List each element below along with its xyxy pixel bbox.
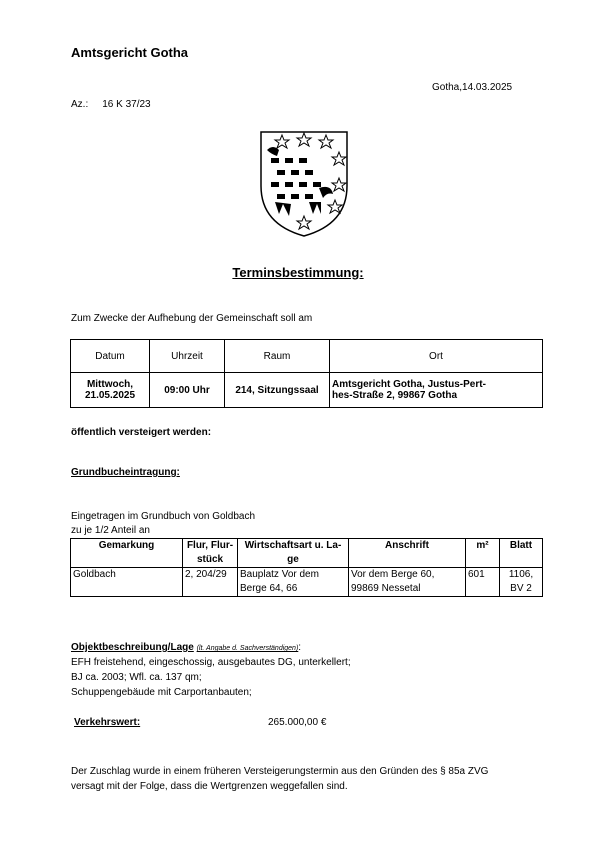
- market-value-label: Verkehrswert:: [74, 717, 141, 728]
- object-label: Objektbeschreibung/Lage: [71, 642, 194, 653]
- court-name: Amtsgericht Gotha: [71, 45, 189, 60]
- market-value-amount: 265.000,00 €: [268, 717, 327, 728]
- object-line: EFH freistehend, eingeschossig, ausgebautes DG, unterkellert;: [71, 657, 351, 668]
- place-line: hes-Straße 2, 99867 Gotha: [332, 390, 458, 401]
- cell-date: [71, 373, 150, 408]
- table-row: [71, 373, 543, 408]
- object-line: BJ ca. 2003; Wfl. ca. 137 qm;: [71, 672, 202, 683]
- closing-line: Der Zuschlag wurde in einem früheren Versteigerungstermin aus den Gründen des § 85a ZVG: [71, 766, 489, 777]
- header-date: Datum: [71, 340, 150, 373]
- cell-room: 214, Sitzungssaal: [225, 373, 330, 408]
- object-heading: [71, 642, 301, 653]
- wirtschaft-line: Berge 64, 66: [240, 583, 298, 594]
- land-register-heading: Grundbucheintragung:: [71, 467, 180, 478]
- az-number: 16 K 37/23: [102, 99, 151, 110]
- cell-m2: 601: [466, 568, 500, 597]
- object-source: (lt. Angabe d. Sachverständigen): [196, 645, 299, 652]
- cell-gemarkung: Goldbach: [71, 568, 183, 597]
- public-auction-text: öffentlich versteigert werden:: [71, 427, 212, 438]
- date-line: Mittwoch,: [86, 379, 134, 390]
- table-header-row: [71, 539, 543, 568]
- table-row: [71, 568, 543, 597]
- header-room: Raum: [225, 340, 330, 373]
- land-register-table: [70, 538, 543, 597]
- place-date: Gotha,14.03.2025: [432, 82, 513, 93]
- header-m2: m²: [466, 539, 500, 568]
- land-register-line: Eingetragen im Grundbuch von Goldbach: [71, 511, 256, 522]
- cell-place: [330, 373, 543, 408]
- object-colon: :: [298, 642, 302, 653]
- header-gemarkung: Gemarkung: [71, 539, 183, 568]
- header-wirtschaft-line: Wirtschaftsart u. La-: [244, 540, 342, 551]
- intro-text: Zum Zwecke der Aufhebung der Gemeinschaft soll am: [71, 313, 313, 324]
- cell-blatt: [500, 568, 543, 597]
- place-line: Amtsgericht Gotha, Justus-Pert-: [332, 379, 486, 390]
- appointment-table: [70, 339, 543, 408]
- anschrift-line: Vor dem Berge 60,: [351, 569, 435, 580]
- land-register-line: zu je 1/2 Anteil an: [71, 525, 150, 536]
- file-reference: [71, 99, 151, 110]
- header-blatt: Blatt: [500, 539, 543, 568]
- blatt-line: BV 2: [510, 583, 532, 594]
- anschrift-line: 99869 Nessetal: [351, 583, 421, 594]
- cell-time: 09:00 Uhr: [150, 373, 225, 408]
- cell-wirtschaft: [238, 568, 349, 597]
- cell-anschrift: [349, 568, 466, 597]
- header-flur-line: stück: [196, 554, 224, 565]
- az-label: Az.:: [71, 99, 89, 110]
- date-line: 21.05.2025: [84, 390, 136, 401]
- object-line: Schuppengebäude mit Carportanbauten;: [71, 687, 252, 698]
- coat-of-arms-icon: [257, 128, 351, 238]
- blatt-line: 1106,: [508, 569, 534, 580]
- header-wirtschaft-line: ge: [287, 554, 299, 565]
- header-wirtschaft: [238, 539, 349, 568]
- cell-flur: 2, 204/29: [183, 568, 238, 597]
- header-flur: [183, 539, 238, 568]
- table-header-row: [71, 340, 543, 373]
- header-anschrift: Anschrift: [349, 539, 466, 568]
- closing-line: versagt mit der Folge, dass die Wertgrenzen weggefallen sind.: [71, 781, 348, 792]
- wirtschaft-line: Bauplatz Vor dem: [240, 569, 319, 580]
- header-flur-line: Flur, Flur-: [186, 540, 234, 551]
- header-time: Uhrzeit: [150, 340, 225, 373]
- page-title: Terminsbestimmung:: [232, 265, 364, 280]
- header-place: Ort: [330, 340, 543, 373]
